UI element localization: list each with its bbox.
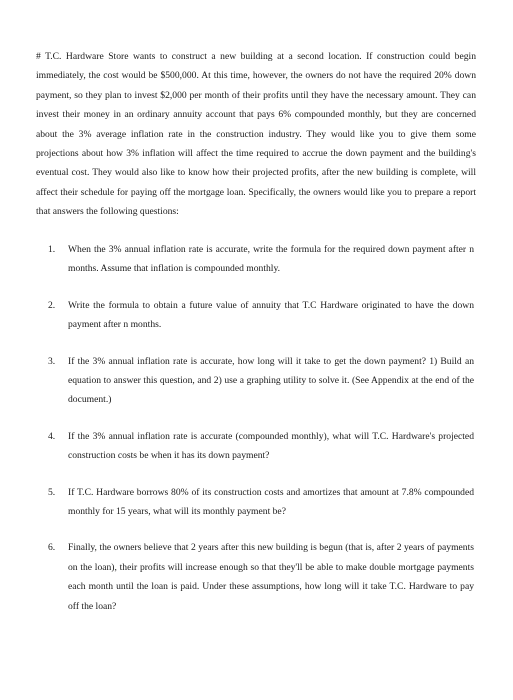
question-item [48, 296, 474, 335]
question-item [48, 240, 474, 279]
question-number: 3. [48, 355, 56, 367]
questions-list [48, 240, 474, 616]
question-number: 5. [48, 486, 56, 498]
question-number: 4. [48, 430, 56, 442]
question-text: Finally, the owners believe that 2 years after this new building is begun (that is, after 2 years of payments on the loan), their profits will increase enough so that they'll be able to make double mortgage payments each month until the loan is paid. Under these assumptions, how long will it take T.C. Hardware to pay off the loan? [68, 542, 474, 612]
question-number: 1. [48, 244, 56, 255]
question-text: If the 3% annual inflation rate is accurate, how long will it take to get the down payment? 1) Build an equation to answer this question, and 2) use a graphing utility to solve it. (See Appendix at the end of the document.) [68, 355, 474, 406]
question-number: 2. [48, 299, 56, 311]
question-text: Write the formula to obtain a future value of annuity that T.C Hardware originated to have the down payment after n months. [68, 299, 474, 331]
intro-paragraph: # T.C. Hardware Store wants to construct a new building at a second location. If construction could begin immediately, the cost would be $500,000. At this time, however, the owners do not have the required 20% down payment, so they plan to invest $2,000 per month of their profits until they have the necessary amount. They can invest their money in an ordinary annuity account that pays 6% compounded monthly, but they are concerned about the 3% average inflation rate in the construction industry. They would like you to give them some projections about how 3% inflation will affect the time required to accrue the down payment and the building's eventual cost. They would also like to know how their projected profits, after the new building is complete, will affect their schedule for paying off the mortgage loan. Specifically, the owners would like you to prepare a report that answers the following questions: [36, 51, 476, 218]
question-text: If the 3% annual inflation rate is accurate (compounded monthly), what will T.C. Hardware's projected construction costs be when it has its down payment? [68, 430, 474, 462]
question-item [48, 483, 474, 522]
question-text: If T.C. Hardware borrows 80% of its construction costs and amortizes that amount at 7.8% compounded monthly for 15 years, what will its monthly payment be? [68, 486, 474, 518]
question-number: 6. [48, 542, 56, 554]
question-item [48, 427, 474, 466]
question-item [48, 352, 474, 410]
question-text: When the 3% annual inflation rate is accurate, write the formula for the required down payment after n months. Assume that inflation is compounded monthly. [68, 244, 474, 275]
question-item [48, 538, 474, 616]
